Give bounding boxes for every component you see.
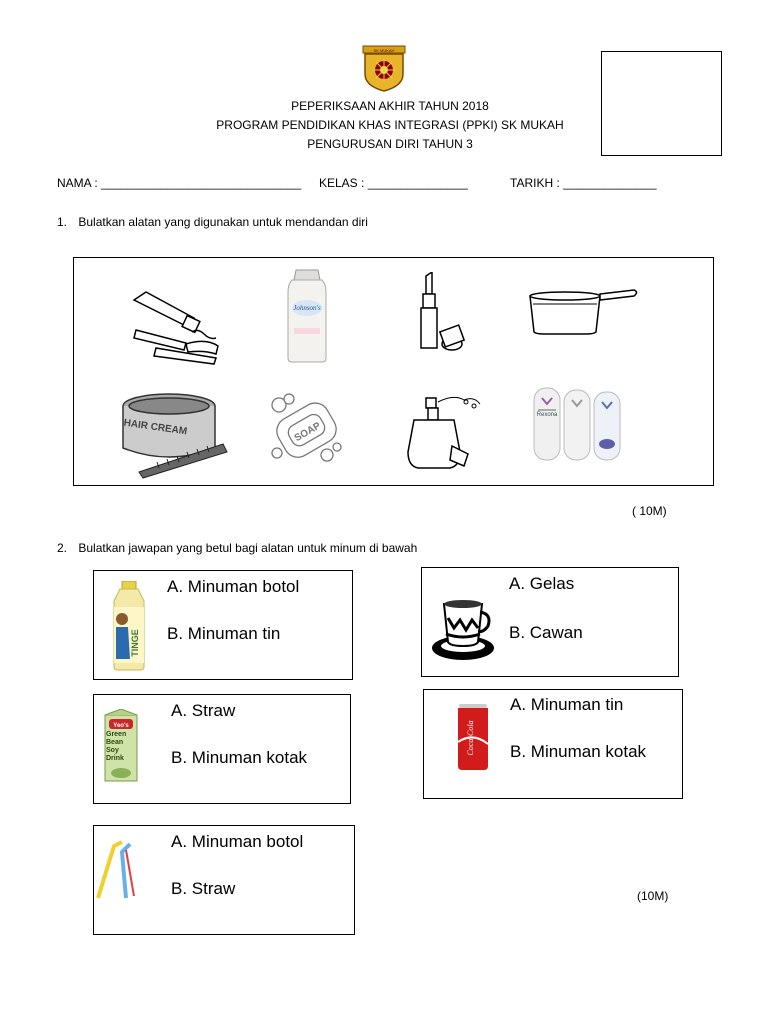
lipstick-image[interactable] bbox=[414, 272, 466, 354]
answer-box-cup bbox=[421, 567, 679, 677]
deodorant-image[interactable] bbox=[532, 386, 622, 462]
toothpaste-image[interactable] bbox=[126, 288, 226, 368]
kelas-field[interactable]: KELAS : _______________ bbox=[319, 176, 468, 190]
option-b[interactable]: B. Minuman kotak bbox=[171, 748, 308, 767]
can-label: Coca-Cola bbox=[466, 720, 475, 756]
option-a[interactable]: A. Minuman botol bbox=[167, 577, 300, 596]
bottle-drink-image bbox=[108, 581, 150, 671]
option-a[interactable]: A. Straw bbox=[171, 701, 236, 720]
option-a[interactable]: A. Minuman botol bbox=[171, 832, 304, 851]
powder-label: Johnson's bbox=[293, 304, 321, 312]
program-title: PROGRAM PENDIDIKAN KHAS INTEGRASI (PPKI) SK MUKAH bbox=[216, 118, 564, 132]
question-2-text: Bulatkan jawapan yang betul bagi alatan untuk minum di bawah bbox=[78, 541, 418, 555]
carton-label: Green Bean Soy Drink bbox=[106, 731, 127, 762]
option-a[interactable]: A. Minuman tin bbox=[510, 695, 624, 714]
question-1-marks: ( 10M) bbox=[632, 504, 667, 518]
school-logo bbox=[361, 44, 407, 92]
exam-title: PEPERIKSAAN AKHIR TAHUN 2018 bbox=[291, 99, 489, 113]
question-2-marks: (10M) bbox=[637, 889, 669, 903]
baby-powder-image[interactable] bbox=[286, 268, 328, 364]
option-a[interactable]: A. Gelas bbox=[509, 574, 575, 593]
tarikh-field[interactable]: TARIKH : ______________ bbox=[510, 176, 657, 190]
bottle-label: TINGE bbox=[130, 629, 140, 657]
option-b[interactable]: B. Minuman tin bbox=[167, 624, 281, 643]
svg-text:Yeo's: Yeo's bbox=[113, 723, 129, 729]
question-1-number: 1. bbox=[57, 215, 68, 229]
answer-box-bottle bbox=[93, 570, 353, 680]
subject-title: PENGURUSAN DIRI TAHUN 3 bbox=[307, 137, 473, 151]
question-1 bbox=[57, 215, 368, 229]
question-2-number: 2. bbox=[57, 541, 68, 555]
soda-can-image bbox=[456, 702, 490, 772]
answer-box-carton bbox=[93, 694, 351, 804]
option-b[interactable]: B. Cawan bbox=[509, 623, 583, 642]
question-1-image-box bbox=[73, 257, 714, 486]
answer-box-straw bbox=[93, 825, 355, 935]
soap-image[interactable] bbox=[267, 391, 347, 471]
answer-box-can bbox=[423, 689, 683, 799]
hair-cream-label: HAIR CREAM bbox=[122, 417, 188, 438]
nama-field[interactable]: NAMA : ______________________________ bbox=[57, 176, 302, 190]
carton-drink-image bbox=[101, 709, 141, 783]
saucepan-image[interactable] bbox=[526, 288, 641, 338]
question-2 bbox=[57, 541, 417, 555]
soap-label: SOAP bbox=[292, 420, 323, 445]
deodorant-label: Rexona bbox=[536, 412, 558, 418]
option-b[interactable]: B. Straw bbox=[171, 879, 236, 898]
perfume-image[interactable] bbox=[404, 392, 484, 474]
logo-text: SK MUKAH bbox=[373, 48, 395, 53]
hair-cream-image[interactable] bbox=[119, 390, 229, 480]
straw-image bbox=[96, 840, 146, 902]
cup-saucer-image bbox=[430, 598, 496, 662]
option-b[interactable]: B. Minuman kotak bbox=[510, 742, 647, 761]
question-1-text: Bulatkan alatan yang digunakan untuk mendandan diri bbox=[78, 215, 368, 229]
